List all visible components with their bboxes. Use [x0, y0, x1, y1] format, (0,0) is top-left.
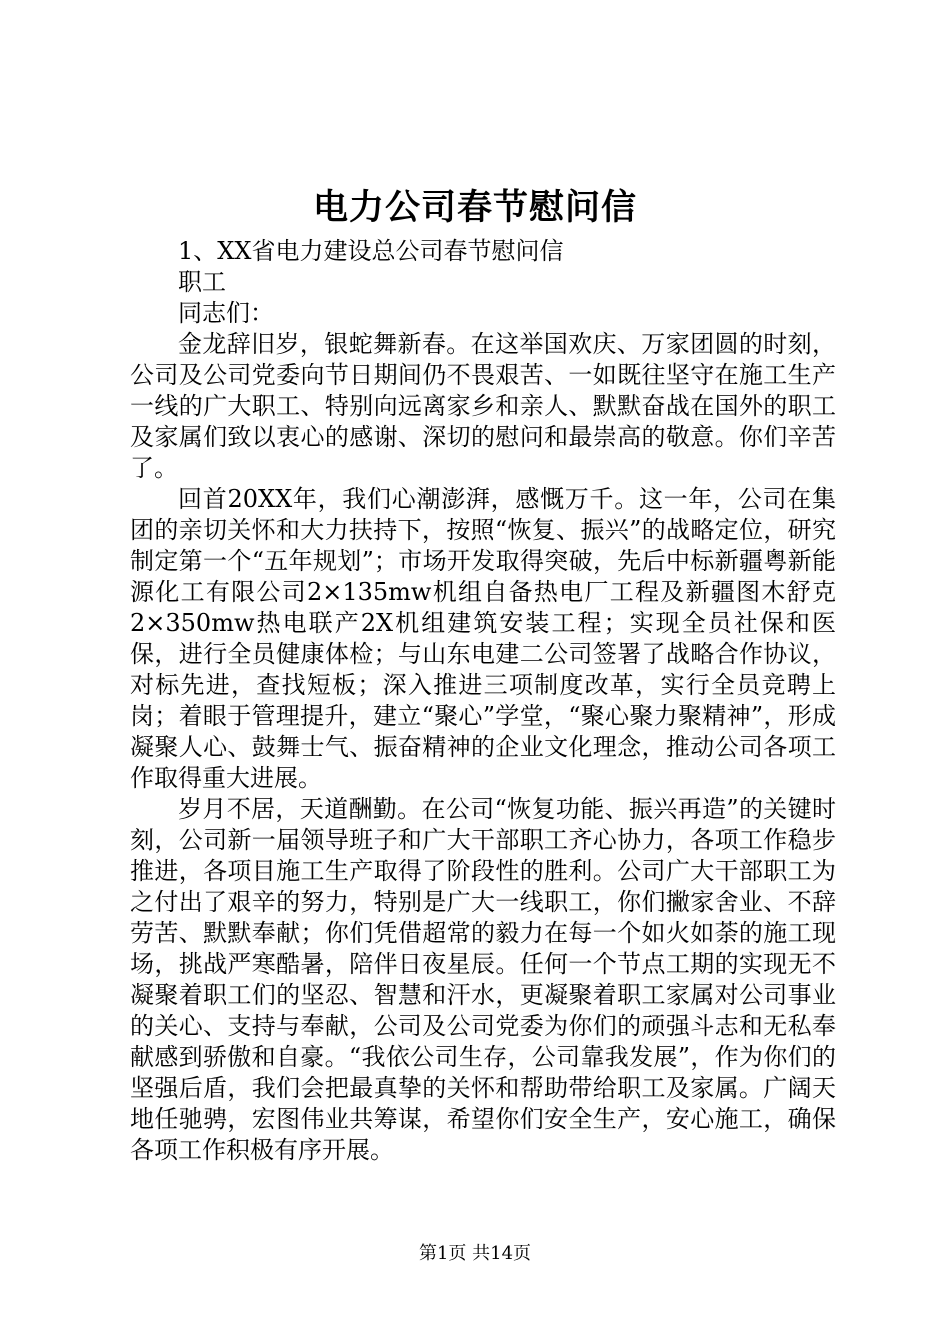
recipient-line: 职工	[178, 268, 226, 296]
document-body	[130, 236, 836, 1166]
page-number: 第1页 共14页	[418, 1243, 532, 1264]
paragraph-1: 金龙辞旧岁，银蛇舞新春。在这举国欢庆、万家团圆的时刻，公司及公司党委向节日期间仍不畏艰苦、一如既往坚守在施工生产一线的广大职工、特别向远离家乡和亲人、默默奋战在国外的职工及家属们致以衷心的感谢、深切的慰问和最崇高的敬意。你们辛苦了。	[130, 330, 836, 482]
document-title: 电力公司春节慰问信	[312, 187, 637, 228]
section-heading: 1、XX省电力建设总公司春节慰问信	[178, 237, 564, 265]
paragraph-2: 回首20XX年，我们心潮澎湃，感慨万千。这一年，公司在集团的亲切关怀和大力扶持下，按照“恢复、振兴”的战略定位，研究制定第一个“五年规划”；市场开发取得突破，先后中标新疆粤新能源化工有限公司2×135mw机组自备热电厂工程及新疆图木舒克2×350mw热电联产2X机组建筑安装工程；实现全员社保和医保，进行全员健康体检；与山东电建二公司签署了战略合作协议，对标先进，查找短板；深入推进三项制度改革，实行全员竞聘上岗；着眼于管理提升，建立“聚心”学堂，“聚心聚力聚精神”，形成凝聚人心、鼓舞士气、振奋精神的企业文化理念，推动公司各项工作取得重大进展。	[130, 485, 836, 792]
salutation: 同志们：	[178, 299, 274, 327]
paragraph-3: 岁月不居，天道酬勤。在公司“恢复功能、振兴再造”的关键时刻，公司新一届领导班子和广大干部职工齐心协力，各项工作稳步推进，各项目施工生产取得了阶段性的胜利。公司广大干部职工为之付出了艰辛的努力，特别是广大一线职工，你们撇家舍业、不辞劳苦、默默奉献；你们凭借超常的毅力在每一个如火如荼的施工现场，挑战严寒酷暑，陪伴日夜星辰。任何一个节点工期的实现无不凝聚着职工们的坚忍、智慧和汗水，更凝聚着职工家属对公司事业的关心、支持与奉献，公司及公司党委为你们的顽强斗志和无私奉献感到骄傲和自豪。“我依公司生存，公司靠我发展”，作为你们的坚强后盾，我们会把最真挚的关怀和帮助带给职工及家属。广阔天地任驰骋，宏图伟业共筹谋，希望你们安全生产，安心施工，确保各项工作积极有序开展。	[130, 795, 836, 1164]
